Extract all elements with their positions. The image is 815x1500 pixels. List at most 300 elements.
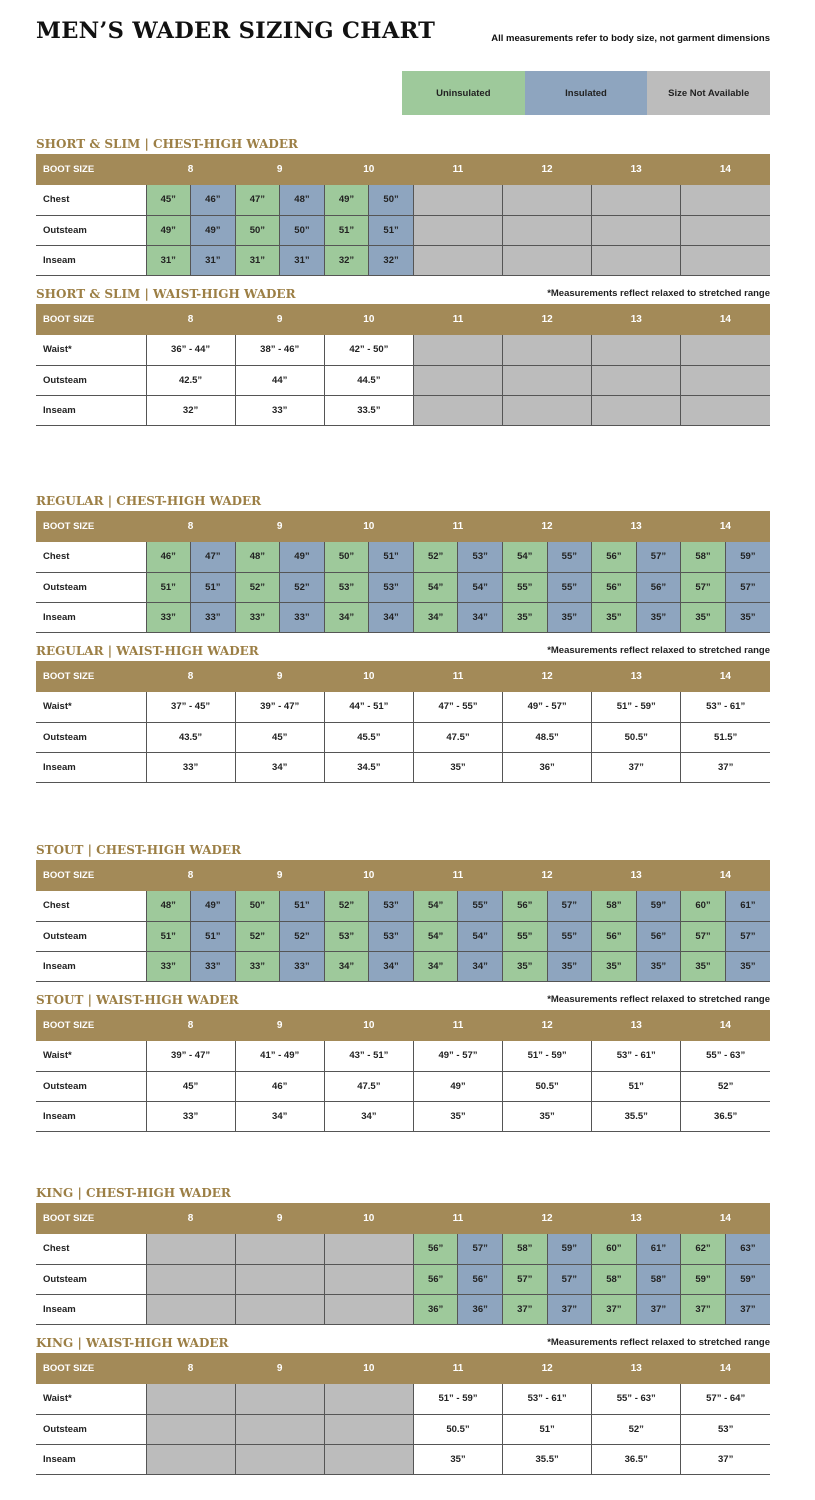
- cell: 45”: [146, 185, 191, 215]
- cell: 41” - 49”: [235, 1041, 324, 1071]
- cell: 47” - 55”: [413, 692, 502, 722]
- cell: 35”: [592, 951, 637, 981]
- cell: 34”: [235, 752, 324, 782]
- cell: 50”: [235, 891, 280, 921]
- na-cell: [681, 335, 770, 365]
- cell: 59”: [547, 1234, 592, 1264]
- cell: 53”: [369, 891, 414, 921]
- table-row: [36, 1294, 770, 1324]
- cell: 50.5”: [413, 1414, 502, 1444]
- boot-size-10: 10: [324, 1353, 413, 1384]
- cell: 45.5”: [324, 722, 413, 752]
- cell: 36”: [458, 1294, 503, 1324]
- row-label: Waist*: [36, 335, 146, 365]
- cell: 53”: [681, 1414, 770, 1444]
- boot-size-9: 9: [235, 304, 324, 335]
- boot-size-10: 10: [324, 860, 413, 891]
- cell: 59”: [725, 542, 770, 572]
- boot-size-13: 13: [592, 154, 681, 185]
- cell: 49”: [413, 1071, 502, 1101]
- cell: 57”: [725, 572, 770, 602]
- na-cell: [681, 245, 770, 275]
- cell: 33”: [235, 602, 280, 632]
- cell: 52”: [280, 572, 325, 602]
- section-title-regular-waist: REGULAR | WAIST-HIGH WADER: [36, 644, 259, 658]
- cell: 34”: [324, 602, 369, 632]
- table-row: [36, 722, 770, 752]
- cell: 50”: [369, 185, 414, 215]
- boot-size-label: BOOT SIZE: [36, 304, 146, 335]
- cell: 52”: [592, 1414, 681, 1444]
- cell: 37”: [636, 1294, 681, 1324]
- cell: 48”: [146, 891, 191, 921]
- cell: 53”: [324, 921, 369, 951]
- cell: 43.5”: [146, 722, 235, 752]
- na-cell: [235, 1444, 324, 1474]
- legend-uninsulated: Uninsulated: [402, 71, 525, 115]
- cell: 54”: [413, 572, 458, 602]
- cell: 58”: [681, 542, 726, 572]
- cell: 46”: [191, 185, 236, 215]
- boot-size-8: 8: [146, 154, 235, 185]
- cell: 45”: [235, 722, 324, 752]
- cell: 57”: [547, 1264, 592, 1294]
- cell: 34”: [324, 1101, 413, 1131]
- cell: 35.5”: [592, 1101, 681, 1131]
- cell: 35”: [636, 602, 681, 632]
- header-row: [36, 661, 770, 692]
- na-cell: [503, 245, 592, 275]
- boot-size-9: 9: [235, 511, 324, 542]
- cell: 57” - 64”: [681, 1384, 770, 1414]
- row-label: Inseam: [36, 245, 146, 275]
- boot-size-11: 11: [413, 1203, 502, 1234]
- na-cell: [146, 1384, 235, 1414]
- row-label: Inseam: [36, 1294, 146, 1324]
- cell: 45”: [146, 1071, 235, 1101]
- cell: 43” - 51”: [324, 1041, 413, 1071]
- cell: 48.5”: [503, 722, 592, 752]
- cell: 34”: [369, 602, 414, 632]
- table-row: [36, 951, 770, 981]
- cell: 55”: [503, 572, 548, 602]
- cell: 31”: [146, 245, 191, 275]
- page-subtitle: All measurements refer to body size, not garment dimensions: [491, 33, 770, 44]
- row-label: Inseam: [36, 1101, 146, 1131]
- cell: 57”: [636, 542, 681, 572]
- cell: 38” - 46”: [235, 335, 324, 365]
- table-row: [36, 395, 770, 425]
- row-label: Chest: [36, 542, 146, 572]
- row-label: Inseam: [36, 752, 146, 782]
- na-cell: [592, 245, 681, 275]
- cell: 57”: [681, 572, 726, 602]
- cell: 59”: [725, 1264, 770, 1294]
- cell: 51.5”: [681, 722, 770, 752]
- table-row: [36, 365, 770, 395]
- cell: 44” - 51”: [324, 692, 413, 722]
- section-title-stout-waist: STOUT | WAIST-HIGH WADER: [36, 993, 239, 1007]
- cell: 47.5”: [413, 722, 502, 752]
- cell: 50.5”: [592, 722, 681, 752]
- cell: 59”: [636, 891, 681, 921]
- cell: 51”: [324, 215, 369, 245]
- cell: 53”: [458, 542, 503, 572]
- cell: 34”: [458, 951, 503, 981]
- row-label: Chest: [36, 185, 146, 215]
- section-title-king-chest: KING | CHEST-HIGH WADER: [36, 1186, 231, 1200]
- cell: 33”: [146, 951, 191, 981]
- cell: 49”: [191, 215, 236, 245]
- cell: 59”: [681, 1264, 726, 1294]
- cell: 47”: [191, 542, 236, 572]
- na-cell: [324, 1294, 413, 1324]
- na-cell: [503, 335, 592, 365]
- cell: 56”: [636, 572, 681, 602]
- table-king-waist: [36, 1353, 770, 1475]
- boot-size-9: 9: [235, 1353, 324, 1384]
- cell: 50”: [235, 215, 280, 245]
- boot-size-8: 8: [146, 860, 235, 891]
- cell: 31”: [191, 245, 236, 275]
- cell: 36” - 44”: [146, 335, 235, 365]
- na-cell: [235, 1294, 324, 1324]
- boot-size-12: 12: [503, 661, 592, 692]
- page-title: MEN’S WADER SIZING CHART: [36, 18, 436, 44]
- na-cell: [681, 365, 770, 395]
- na-cell: [146, 1264, 235, 1294]
- table-row: [36, 1234, 770, 1264]
- cell: 37”: [725, 1294, 770, 1324]
- cell: 62”: [681, 1234, 726, 1264]
- table-row: [36, 245, 770, 275]
- boot-size-label: BOOT SIZE: [36, 1353, 146, 1384]
- na-cell: [324, 1264, 413, 1294]
- cell: 56”: [636, 921, 681, 951]
- table-regular-chest: [36, 511, 770, 633]
- cell: 35”: [547, 951, 592, 981]
- table-row: [36, 185, 770, 215]
- cell: 31”: [280, 245, 325, 275]
- table-row: [36, 692, 770, 722]
- boot-size-9: 9: [235, 661, 324, 692]
- cell: 55”: [503, 921, 548, 951]
- cell: 54”: [458, 572, 503, 602]
- cell: 58”: [592, 891, 637, 921]
- na-cell: [324, 1234, 413, 1264]
- cell: 35”: [725, 602, 770, 632]
- cell: 56”: [592, 921, 637, 951]
- section-title-short-waist: SHORT & SLIM | WAIST-HIGH WADER: [36, 287, 296, 301]
- boot-size-13: 13: [592, 860, 681, 891]
- boot-size-label: BOOT SIZE: [36, 661, 146, 692]
- cell: 36.5”: [592, 1444, 681, 1474]
- na-cell: [413, 245, 502, 275]
- table-stout-chest: [36, 860, 770, 982]
- boot-size-10: 10: [324, 1203, 413, 1234]
- na-cell: [413, 215, 502, 245]
- boot-size-12: 12: [503, 1203, 592, 1234]
- boot-size-11: 11: [413, 154, 502, 185]
- table-row: [36, 1444, 770, 1474]
- cell: 51”: [280, 891, 325, 921]
- boot-size-11: 11: [413, 661, 502, 692]
- cell: 37”: [503, 1294, 548, 1324]
- na-cell: [503, 365, 592, 395]
- cell: 51”: [369, 542, 414, 572]
- table-row: [36, 1384, 770, 1414]
- cell: 35”: [725, 951, 770, 981]
- cell: 36.5”: [681, 1101, 770, 1131]
- table-row: [36, 602, 770, 632]
- cell: 34”: [235, 1101, 324, 1131]
- cell: 33.5”: [324, 395, 413, 425]
- cell: 37”: [592, 1294, 637, 1324]
- cell: 36”: [413, 1294, 458, 1324]
- cell: 35”: [592, 602, 637, 632]
- cell: 52”: [324, 891, 369, 921]
- boot-size-10: 10: [324, 511, 413, 542]
- cell: 55”: [547, 542, 592, 572]
- boot-size-11: 11: [413, 1010, 502, 1041]
- boot-size-13: 13: [592, 1010, 681, 1041]
- legend-insulated: Insulated: [525, 71, 648, 115]
- cell: 50”: [280, 215, 325, 245]
- cell: 55” - 63”: [681, 1041, 770, 1071]
- section-title-stout-chest: STOUT | CHEST-HIGH WADER: [36, 843, 242, 857]
- cell: 52”: [681, 1071, 770, 1101]
- cell: 32”: [324, 245, 369, 275]
- cell: 50.5”: [503, 1071, 592, 1101]
- table-short-waist: [36, 304, 770, 426]
- cell: 37”: [681, 752, 770, 782]
- row-label: Waist*: [36, 1384, 146, 1414]
- boot-size-12: 12: [503, 1353, 592, 1384]
- cell: 35”: [681, 602, 726, 632]
- section-title-regular-chest: REGULAR | CHEST-HIGH WADER: [36, 494, 262, 508]
- boot-size-11: 11: [413, 1353, 502, 1384]
- cell: 49” - 57”: [503, 692, 592, 722]
- na-cell: [503, 215, 592, 245]
- na-cell: [235, 1414, 324, 1444]
- cell: 49”: [191, 891, 236, 921]
- row-label: Outsteam: [36, 722, 146, 752]
- cell: 34.5”: [324, 752, 413, 782]
- cell: 54”: [458, 921, 503, 951]
- cell: 54”: [503, 542, 548, 572]
- boot-size-8: 8: [146, 511, 235, 542]
- na-cell: [592, 365, 681, 395]
- cell: 33”: [280, 602, 325, 632]
- cell: 48”: [235, 542, 280, 572]
- cell: 56”: [413, 1264, 458, 1294]
- cell: 34”: [369, 951, 414, 981]
- cell: 35”: [503, 602, 548, 632]
- cell: 34”: [413, 602, 458, 632]
- cell: 34”: [458, 602, 503, 632]
- cell: 37”: [547, 1294, 592, 1324]
- cell: 51”: [503, 1414, 592, 1444]
- table-king-chest: [36, 1203, 770, 1325]
- na-cell: [235, 1234, 324, 1264]
- boot-size-label: BOOT SIZE: [36, 1010, 146, 1041]
- cell: 49”: [280, 542, 325, 572]
- table-row: [36, 542, 770, 572]
- cell: 56”: [458, 1264, 503, 1294]
- cell: 36”: [503, 752, 592, 782]
- header-row: [36, 304, 770, 335]
- table-row: [36, 1041, 770, 1071]
- na-cell: [503, 185, 592, 215]
- boot-size-14: 14: [681, 661, 770, 692]
- boot-size-13: 13: [592, 661, 681, 692]
- cell: 37” - 45”: [146, 692, 235, 722]
- boot-size-13: 13: [592, 1353, 681, 1384]
- boot-size-10: 10: [324, 154, 413, 185]
- cell: 54”: [413, 891, 458, 921]
- table-row: [36, 1264, 770, 1294]
- na-cell: [324, 1384, 413, 1414]
- table-row: [36, 1071, 770, 1101]
- row-label: Waist*: [36, 1041, 146, 1071]
- table-stout-waist: [36, 1010, 770, 1132]
- cell: 51”: [191, 572, 236, 602]
- boot-size-14: 14: [681, 154, 770, 185]
- header-row: [36, 154, 770, 185]
- cell: 46”: [235, 1071, 324, 1101]
- cell: 35.5”: [503, 1444, 592, 1474]
- cell: 51”: [592, 1071, 681, 1101]
- row-label: Inseam: [36, 395, 146, 425]
- cell: 47.5”: [324, 1071, 413, 1101]
- header-row: [36, 1353, 770, 1384]
- cell: 39” - 47”: [235, 692, 324, 722]
- cell: 31”: [235, 245, 280, 275]
- cell: 63”: [725, 1234, 770, 1264]
- table-row: [36, 335, 770, 365]
- na-cell: [413, 395, 502, 425]
- cell: 53” - 61”: [503, 1384, 592, 1414]
- cell: 33”: [146, 1101, 235, 1131]
- row-label: Waist*: [36, 692, 146, 722]
- na-cell: [146, 1444, 235, 1474]
- cell: 32”: [146, 395, 235, 425]
- cell: 39” - 47”: [146, 1041, 235, 1071]
- boot-size-12: 12: [503, 304, 592, 335]
- cell: 57”: [503, 1264, 548, 1294]
- row-label: Outsteam: [36, 1414, 146, 1444]
- na-cell: [324, 1414, 413, 1444]
- cell: 33”: [191, 951, 236, 981]
- cell: 51”: [146, 572, 191, 602]
- cell: 56”: [413, 1234, 458, 1264]
- cell: 33”: [146, 602, 191, 632]
- row-label: Outsteam: [36, 572, 146, 602]
- cell: 35”: [503, 1101, 592, 1131]
- boot-size-11: 11: [413, 860, 502, 891]
- measurement-note: *Measurements reflect relaxed to stretched range: [547, 1337, 770, 1348]
- boot-size-14: 14: [681, 511, 770, 542]
- boot-size-12: 12: [503, 860, 592, 891]
- boot-size-8: 8: [146, 1010, 235, 1041]
- cell: 56”: [503, 891, 548, 921]
- cell: 33”: [146, 752, 235, 782]
- cell: 51” - 59”: [503, 1041, 592, 1071]
- cell: 35”: [413, 752, 502, 782]
- cell: 55” - 63”: [592, 1384, 681, 1414]
- cell: 55”: [547, 921, 592, 951]
- na-cell: [324, 1444, 413, 1474]
- boot-size-label: BOOT SIZE: [36, 1203, 146, 1234]
- boot-size-9: 9: [235, 154, 324, 185]
- table-row: [36, 891, 770, 921]
- cell: 55”: [547, 572, 592, 602]
- cell: 37”: [592, 752, 681, 782]
- cell: 42.5”: [146, 365, 235, 395]
- boot-size-13: 13: [592, 304, 681, 335]
- boot-size-12: 12: [503, 511, 592, 542]
- na-cell: [681, 215, 770, 245]
- cell: 53”: [369, 921, 414, 951]
- section-title-king-waist: KING | WAIST-HIGH WADER: [36, 1336, 229, 1350]
- cell: 35”: [547, 602, 592, 632]
- boot-size-9: 9: [235, 1010, 324, 1041]
- table-row: [36, 752, 770, 782]
- na-cell: [235, 1384, 324, 1414]
- cell: 34”: [413, 951, 458, 981]
- cell: 53” - 61”: [681, 692, 770, 722]
- boot-size-8: 8: [146, 1203, 235, 1234]
- boot-size-8: 8: [146, 1353, 235, 1384]
- cell: 60”: [681, 891, 726, 921]
- cell: 50”: [324, 542, 369, 572]
- cell: 49”: [146, 215, 191, 245]
- cell: 54”: [413, 921, 458, 951]
- cell: 51” - 59”: [592, 692, 681, 722]
- cell: 51”: [146, 921, 191, 951]
- row-label: Outsteam: [36, 921, 146, 951]
- cell: 33”: [235, 951, 280, 981]
- cell: 57”: [458, 1234, 503, 1264]
- measurement-note: *Measurements reflect relaxed to stretched range: [547, 994, 770, 1005]
- boot-size-14: 14: [681, 1353, 770, 1384]
- table-row: [36, 921, 770, 951]
- cell: 37”: [681, 1444, 770, 1474]
- cell: 33”: [235, 395, 324, 425]
- na-cell: [413, 365, 502, 395]
- na-cell: [146, 1294, 235, 1324]
- cell: 53” - 61”: [592, 1041, 681, 1071]
- row-label: Inseam: [36, 951, 146, 981]
- cell: 35”: [413, 1101, 502, 1131]
- na-cell: [413, 185, 502, 215]
- cell: 58”: [636, 1264, 681, 1294]
- boot-size-11: 11: [413, 304, 502, 335]
- cell: 56”: [592, 542, 637, 572]
- cell: 49”: [324, 185, 369, 215]
- cell: 52”: [235, 572, 280, 602]
- cell: 56”: [592, 572, 637, 602]
- boot-size-13: 13: [592, 1203, 681, 1234]
- boot-size-10: 10: [324, 304, 413, 335]
- boot-size-13: 13: [592, 511, 681, 542]
- cell: 46”: [146, 542, 191, 572]
- na-cell: [413, 335, 502, 365]
- cell: 35”: [636, 951, 681, 981]
- boot-size-8: 8: [146, 661, 235, 692]
- cell: 44.5”: [324, 365, 413, 395]
- cell: 61”: [636, 1234, 681, 1264]
